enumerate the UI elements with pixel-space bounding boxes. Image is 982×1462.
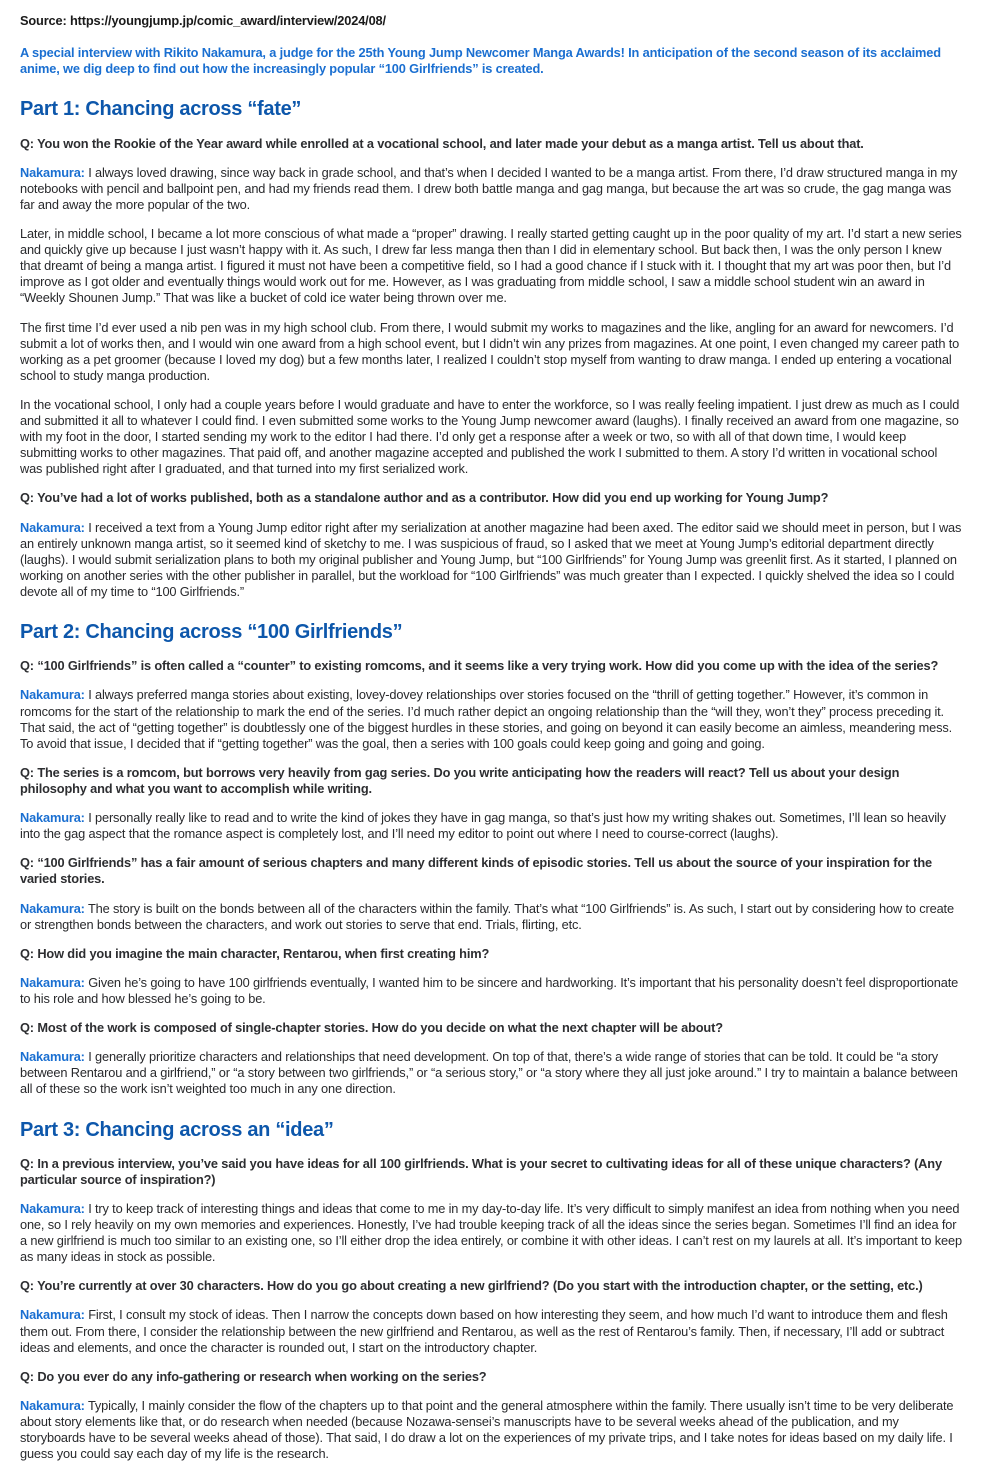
question-label: Q: xyxy=(20,135,34,151)
intro-paragraph: A special interview with Rikito Nakamura, a judge for the 25th Young Jump Newcomer Manga Awards! In anticipation of the second season of its acclaimed anime, we dig deep to find out how the increasingly popular “100 Girlfriends” is created. xyxy=(20,45,941,77)
section-part-1 xyxy=(20,97,962,600)
question-label: Q: xyxy=(20,855,34,871)
answer: Nakamura: I try to keep track of interesting things and ideas that come to me in my day-to-day life. It’s very difficult to simply manifest an idea from nothing when you need one, so I rely heavily on my own memories and experiences. Honestly, I’ve had trouble keeping track of all the ideas since the series began. Sometimes I’ll find an idea for a new girlfriend is much too similar to an existing one, so I’ll either drop the idea entirely, or combine it with other ideas. I can’t rest on my laurels at all. It’s important to keep as many ideas in stock as possible. xyxy=(20,1200,962,1265)
question: Q: You won the Rookie of the Year award while enrolled at a vocational school, and later made your debut as a manga artist. Tell us about that. xyxy=(20,135,864,151)
question: Q: Do you ever do any info-gathering or research when working on the series? xyxy=(20,1368,487,1384)
speaker-label: Nakamura: xyxy=(20,900,85,916)
source-line: Source: https://youngjump.jp/comic_award/interview/2024/08/ xyxy=(20,13,386,28)
question-label: Q: xyxy=(20,1020,34,1036)
interview-body xyxy=(20,97,962,1462)
question: Q: Most of the work is composed of single-chapter stories. How do you decide on what the next chapter will be about? xyxy=(20,1020,723,1036)
answer-paragraph: In the vocational school, I only had a couple years before I would graduate and have to enter the workforce, so I was really feeling impatient. I just drew as much as I could and submitted it all to whatever I could find. I even submitted some works to the Young Jump newcomer award (laughs). I finally received an award from one magazine, so with my foot in the door, I started sending my work to the editor I had there. I’d only get a response after a week or two, so with all of that down time, I would keep submitting works to other magazines. That paid off, and another magazine accepted and published the work I submitted to them. A story I’d written in vocational school was published right after I graduated, and that turned into my first serialized work. xyxy=(20,396,960,477)
part-heading: Part 2: Chancing across “100 Girlfriends” xyxy=(20,621,403,644)
section-part-3 xyxy=(20,1118,962,1462)
speaker-label: Nakamura: xyxy=(20,1397,85,1413)
question: Q: You’re currently at over 30 characters. How do you go about creating a new girlfriend? (Do you start with the introduction chapter, or the setting, etc.) xyxy=(20,1278,923,1294)
speaker-label: Nakamura: xyxy=(20,519,85,535)
answer: Nakamura: I generally prioritize characters and relationships that need development. On top of that, there’s a wide range of stories that can be told. It could be “a story between Rentarou and a girlfriend,” or “a story between two girlfriends,” or “a serious story,” or “a story where they all just joke around.” I try to maintain a balance between all of these so the work isn’t weighted too much in any one direction. xyxy=(20,1049,958,1097)
question-label: Q: xyxy=(20,1278,34,1294)
answer-paragraph: Later, in middle school, I became a lot more conscious of what made a “proper” drawing. I really started getting caught up in the poor quality of my art. I’d start a new series and quickly give up because I just wasn’t happy with it. As such, I drew far less manga then than I did in elementary school. But back then, I was the only person I knew that dreamt of being a manga artist. I figured it must not have been a competitive field, so I had a good chance if I stuck with it. I thought that my art was poor then, but I’d improve as I got older and eventually things would work out for me. However, as I was graduating from middle school, I saw a middle school student win an award in “Weekly Shounen Jump.” That was like a bucket of cold ice water being thrown over me. xyxy=(20,225,962,306)
section-part-2 xyxy=(20,620,962,1097)
question: Q: How did you imagine the main character, Rentarou, when first creating him? xyxy=(20,945,490,961)
speaker-label: Nakamura: xyxy=(20,687,85,703)
answer: Nakamura: Given he’s going to have 100 girlfriends eventually, I wanted him to be sincere and hardworking. It’s important that his personality doesn’t feel disproportionate to his role and how blessed he’s going to be. xyxy=(20,974,959,1006)
part-heading: Part 3: Chancing across an “idea” xyxy=(20,1118,334,1141)
question: Q: “100 Girlfriends” has a fair amount of serious chapters and many different kinds of episodic stories. Tell us about the source of your inspiration for the varied stories. xyxy=(20,855,932,887)
speaker-label: Nakamura: xyxy=(20,1049,85,1065)
question-label: Q: xyxy=(20,490,34,506)
speaker-label: Nakamura: xyxy=(20,974,85,990)
question: Q: In a previous interview, you’ve said you have ideas for all 100 girlfriends. What is your secret to cultivating ideas for all of these unique characters? (Any particular source of inspiration?) xyxy=(20,1155,942,1187)
answer: Nakamura: I always loved drawing, since way back in grade school, and that’s when I decided I wanted to be a manga artist. From there, I’d draw structured manga in my notebooks with pencil and ballpoint pen, and had my friends read them. I drew both battle manga and gag manga, but because the art was so crude, the gag manga was far and away the more popular of the two. xyxy=(20,164,958,212)
speaker-label: Nakamura: xyxy=(20,1307,85,1323)
answer: Nakamura: Typically, I mainly consider the flow of the chapters up to that point and the general atmosphere within the family. There usually isn’t time to be very deliberate about story elements like that, or do research when needed (because Nozawa-sensei’s manuscripts have to be several weeks ahead of the publication, and my storyboards have to be several weeks ahead of those). That said, I do draw a lot on the experiences of my private trips, and I take notes for ideas based on my daily life. I guess you could say each day of my life is the research. xyxy=(20,1397,954,1462)
answer-paragraph: The first time I’d ever used a nib pen was in my high school club. From there, I would submit my works to magazines and the like, angling for an award for newcomers. I’d submit a lot of works then, and I would win one award from a high school event, but I didn’t win any prizes from magazines. At one point, I even changed my career path to working as a pet groomer (because I loved my dog) but a few months later, I realized I couldn’t stop myself from wanting to draw manga. I ended up entering a vocational school to study manga production. xyxy=(20,319,960,383)
question-label: Q: xyxy=(20,1155,34,1171)
part-heading: Part 1: Chancing across “fate” xyxy=(20,98,302,121)
question-label: Q: xyxy=(20,945,34,961)
page-header xyxy=(20,13,962,77)
answer: Nakamura: I always preferred manga stories about existing, lovey-dovey relationships over stories focused on the “thrill of getting together.” However, it’s common in romcoms for the start of the relationship to mark the end of the series. I’d much rather depict an ongoing relationship than the “will they, won’t they” process preceding it. That said, the act of “getting together” is doubtlessly one of the biggest hurdles in these stories, and going on beyond it can easily become an aimless, meandering mess. To avoid that issue, I decided that if “getting together” was the goal, then a series with 100 goals could keep going and going and going. xyxy=(20,687,952,751)
question-label: Q: xyxy=(20,764,34,780)
speaker-label: Nakamura: xyxy=(20,164,85,180)
speaker-label: Nakamura: xyxy=(20,810,85,826)
answer: Nakamura: First, I consult my stock of ideas. Then I narrow the concepts down based on how interesting they seem, and how much I’d want to introduce them and flesh them out. From there, I consider the relationship between the new girlfriend and Rentarou, as well as the rest of Rentarou’s family. Then, if necessary, I’ll add or subtract ideas and elements, and once the character is rounded out, I start on the introductory chapter. xyxy=(20,1307,948,1355)
answer: Nakamura: The story is built on the bonds between all of the characters within the family. That’s what “100 Girlfriends” is. As such, I start out by considering how to create or strengthen bonds between the characters, and work out stories to serve that end. Trials, flirting, etc. xyxy=(20,900,954,932)
question: Q: The series is a romcom, but borrows very heavily from gag series. Do you write anticipating how the readers will react? Tell us about your design philosophy and what you want to accomplish while writing. xyxy=(20,764,900,796)
answer: Nakamura: I received a text from a Young Jump editor right after my serialization at another magazine had been axed. The editor said we should meet in person, but I was an entirely unknown manga artist, so it seemed kind of sketchy to me. I was suspicious of fraud, so I asked that we meet at Young Jump’s editorial department directly (laughs). I would submit serialization plans to both my original publisher and Young Jump, but “100 Girlfriends” for Young Jump was greenlit first. As it started, I planned on working on another series with the other publisher in parallel, but the workload for “100 Girlfriends” was much greater than I expected. I quickly shelved the idea so I could devote all of my time to “100 Girlfriends.” xyxy=(20,519,962,600)
question-label: Q: xyxy=(20,1368,34,1384)
question: Q: You’ve had a lot of works published, both as a standalone author and as a contributor. How did you end up working for Young Jump? xyxy=(20,490,829,506)
speaker-label: Nakamura: xyxy=(20,1200,85,1216)
question-label: Q: xyxy=(20,658,34,674)
answer: Nakamura: I personally really like to read and to write the kind of jokes they have in gag manga, so that’s just how my writing shakes out. Sometimes, I’ll lean so heavily into the gag aspect that the romance aspect is completely lost, and I’ll need my editor to point out where I need to course-correct (laughs). xyxy=(20,810,946,842)
question: Q: “100 Girlfriends” is often called a “counter” to existing romcoms, and it seems like a very trying work. How did you come up with the idea of the series? xyxy=(20,658,939,674)
